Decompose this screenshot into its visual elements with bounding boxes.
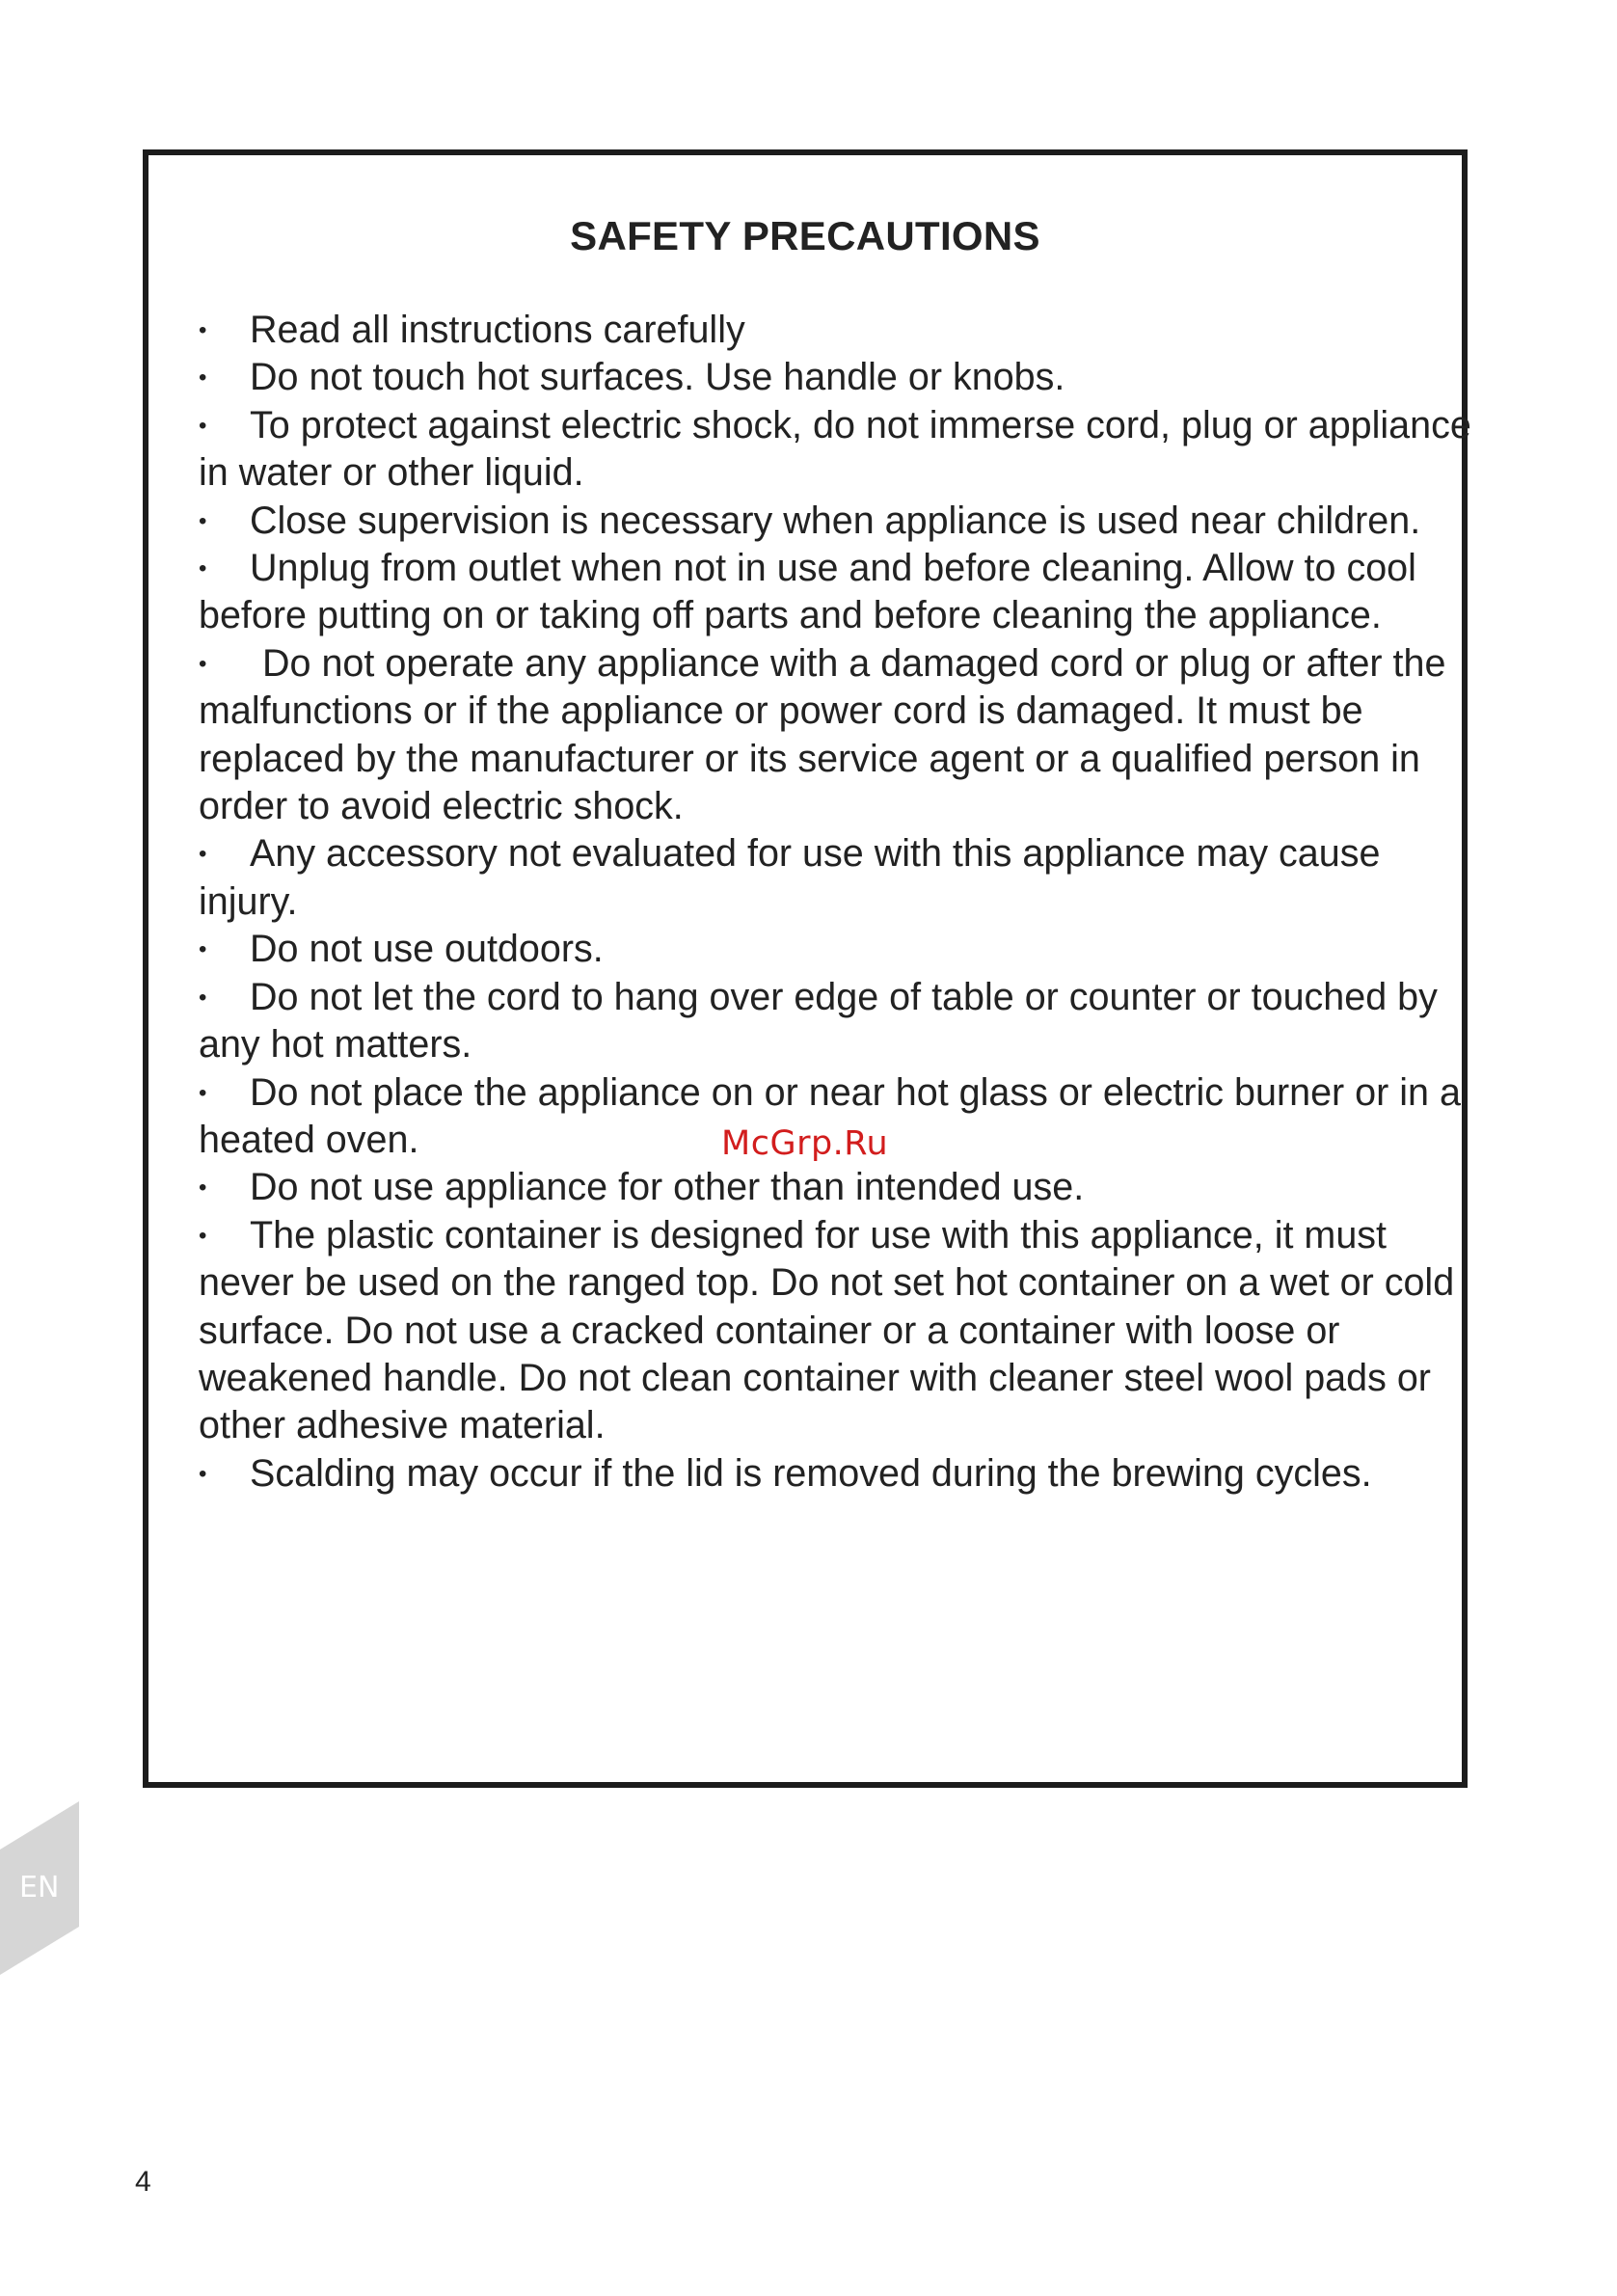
bullet-icon: • (199, 365, 207, 392)
list-item-text: The plastic container is designed for use with this appliance, it must never be used on the ranged top. Do not set hot container on a wet or cold surface. Do not use a cracked container or a container with loose or weakened handle. Do not clean container with cleaner steel wool pads or other adhesive material. (199, 1213, 1455, 1447)
list-item (199, 354, 1471, 401)
bullet-icon: • (199, 555, 207, 582)
bullet-icon: • (199, 984, 207, 1011)
list-item-text: Do not let the cord to hang over edge of table or counter or touched by any hot matters. (199, 975, 1438, 1067)
list-item-text: Do not place the appliance on or near hot glass or electric burner or in a heated oven. (199, 1070, 1461, 1161)
bullet-icon: • (199, 507, 207, 534)
list-item (199, 498, 1471, 545)
safety-precautions-box (143, 149, 1471, 1788)
page-number: 4 (135, 2166, 151, 2198)
language-tab (0, 1801, 79, 1975)
bullet-icon: • (199, 1079, 207, 1106)
list-item (199, 402, 1471, 498)
list-item-text: Do not operate any appliance with a damaged cord or plug or after the malfunctions or if the appliance or power cord is damaged. It must be replaced by the manufacturer or its service agent or a qualified person in order to avoid electric shock. (199, 641, 1446, 828)
bullet-icon: • (199, 1175, 207, 1202)
bullet-icon: • (199, 1460, 207, 1487)
bullet-icon: • (199, 650, 207, 677)
bullet-icon: • (199, 317, 207, 343)
watermark-text: McGrp.Ru (721, 1124, 889, 1163)
list-item-text: Do not touch hot surfaces. Use handle or knobs. (250, 356, 1065, 399)
list-item (199, 307, 1471, 354)
list-item (199, 640, 1471, 831)
bullet-icon: • (199, 936, 207, 963)
list-item-text: To protect against electric shock, do not immerse cord, plug or appliance in water or other liquid. (199, 403, 1471, 495)
list-item-text: Read all instructions carefully (250, 309, 745, 351)
list-item-text: Close supervision is necessary when appliance is used near children. (250, 499, 1421, 542)
list-item (199, 830, 1471, 926)
list-item (199, 926, 1471, 973)
bullet-icon: • (199, 841, 207, 868)
language-label: EN (19, 1871, 60, 1904)
list-item-text: Do not use outdoors. (250, 928, 604, 971)
list-item (199, 974, 1471, 1069)
bullet-icon: • (199, 1222, 207, 1249)
bullet-icon: • (199, 412, 207, 439)
list-item-text: Any accessory not evaluated for use with this appliance may cause injury. (199, 832, 1381, 923)
list-item (199, 1164, 1471, 1211)
list-item (199, 1212, 1471, 1450)
list-item-text: Do not use appliance for other than intended use. (250, 1166, 1085, 1209)
list-item-text: Scalding may occur if the lid is removed during the brewing cycles. (250, 1451, 1372, 1495)
precautions-list (199, 307, 1471, 1498)
list-item (199, 1450, 1471, 1498)
list-item-text: Unplug from outlet when not in use and before cleaning. Allow to cool before putting on or taking off parts and before cleaning the appliance. (199, 547, 1416, 637)
list-item (199, 545, 1471, 640)
section-title: SAFETY PRECAUTIONS (570, 213, 1040, 258)
